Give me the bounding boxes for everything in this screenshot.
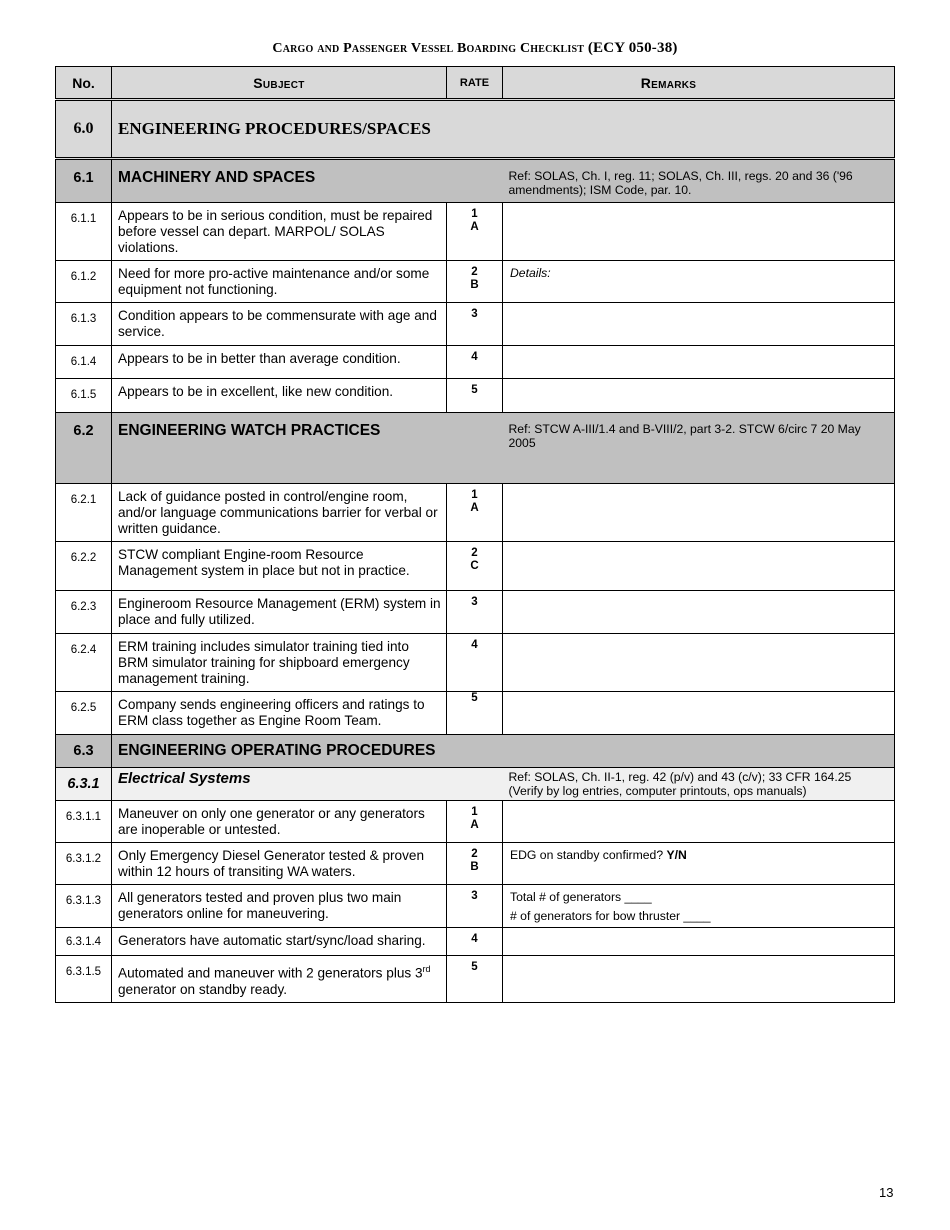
page-number: 13 [879, 1185, 894, 1200]
item-number: 6.3.1.5 [56, 956, 112, 1003]
bow-thruster-generators-field: # of generators for bow thruster ____ [510, 909, 711, 923]
section-row-6-2 [56, 413, 895, 484]
table-row [56, 346, 895, 379]
item-number: 6.3.1.2 [56, 843, 112, 885]
item-subject: STCW compliant Engine-room Resource Management system in place but not in practice. [112, 542, 447, 591]
item-remarks [503, 203, 895, 261]
section-row-6-1 [56, 159, 895, 203]
item-number: 6.2.4 [56, 634, 112, 692]
section-row-6-3 [56, 735, 895, 768]
table-row [56, 843, 895, 885]
item-subject: Engineroom Resource Management (ERM) system in place and fully utilized. [112, 591, 447, 634]
item-rate: 5 [447, 692, 503, 735]
table-header-row [56, 67, 895, 100]
document-title [0, 40, 950, 57]
item-rate: 2 C [447, 542, 503, 591]
table-row [56, 956, 895, 1003]
section-number: 6.3 [56, 735, 112, 768]
header-rate: RATE [447, 67, 503, 100]
header-subject: Subject [112, 67, 447, 100]
item-subject: Maneuver on only one generator or any generators are inoperable or untested. [112, 801, 447, 843]
item-remarks [503, 885, 895, 928]
item-rate: 3 [447, 885, 503, 928]
item-rate: 5 [447, 956, 503, 1003]
section-reference: Ref: STCW A-III/1.4 and B-VIII/2, part 3-2. STCW 6/circ 7 20 May 2005 [503, 413, 895, 484]
table-row [56, 484, 895, 542]
section-title: ENGINEERING PROCEDURES/SPACES [112, 100, 895, 159]
item-subject: Appears to be in better than average condition. [112, 346, 447, 379]
item-number: 6.2.3 [56, 591, 112, 634]
item-remarks [503, 303, 895, 346]
item-subject: Company sends engineering officers and ratings to ERM class together as Engine Room Team. [112, 692, 447, 735]
section-title: MACHINERY AND SPACES [112, 159, 503, 203]
item-number: 6.1.4 [56, 346, 112, 379]
item-number: 6.1.2 [56, 261, 112, 303]
item-number: 6.2.5 [56, 692, 112, 735]
item-remarks [503, 692, 895, 735]
item-subject: Lack of guidance posted in control/engine room, and/or language communications barrier for verbal or written guidance. [112, 484, 447, 542]
table-row [56, 303, 895, 346]
table-row [56, 542, 895, 591]
table-row [56, 801, 895, 843]
item-subject: ERM training includes simulator training tied into BRM simulator training for shipboard emergency management training. [112, 634, 447, 692]
subsection-reference: Ref: SOLAS, Ch. II-1, reg. 42 (p/v) and 43 (c/v); 33 CFR 164.25 (Verify by log entries, computer printouts, ops manuals) [503, 768, 895, 801]
edg-standby-label: EDG on standby confirmed? [510, 848, 664, 862]
item-remarks [503, 928, 895, 956]
item-rate: 4 [447, 346, 503, 379]
section-row-6-0 [56, 100, 895, 159]
item-remarks: Details: [503, 261, 895, 303]
item-number: 6.1.1 [56, 203, 112, 261]
item-subject: Only Emergency Diesel Generator tested & proven within 12 hours of transiting WA waters. [112, 843, 447, 885]
item-remarks [503, 801, 895, 843]
section-title: ENGINEERING OPERATING PROCEDURES [112, 735, 895, 768]
item-rate: 5 [447, 379, 503, 413]
section-number: 6.2 [56, 413, 112, 484]
item-rate: 1 A [447, 484, 503, 542]
item-number: 6.3.1.4 [56, 928, 112, 956]
subsection-title: Electrical Systems [112, 768, 503, 801]
checklist-table [55, 66, 895, 1003]
yes-no-option: Y/N [666, 848, 687, 862]
table-row [56, 261, 895, 303]
item-remarks [503, 484, 895, 542]
item-number: 6.2.1 [56, 484, 112, 542]
table-row [56, 692, 895, 735]
item-number: 6.3.1.3 [56, 885, 112, 928]
document-code: (ECY 050-38) [587, 40, 678, 56]
item-rate: 1 A [447, 801, 503, 843]
document-title-text: Cargo and Passenger Vessel Boarding Checklist [272, 41, 585, 56]
item-subject: Automated and maneuver with 2 generators plus 3rd generator on standby ready. [112, 956, 447, 1003]
section-title: ENGINEERING WATCH PRACTICES [112, 413, 503, 484]
item-subject: Generators have automatic start/sync/load sharing. [112, 928, 447, 956]
subsection-row-6-3-1 [56, 768, 895, 801]
item-number: 6.3.1.1 [56, 801, 112, 843]
table-row [56, 591, 895, 634]
item-remarks [503, 843, 895, 885]
item-subject: Condition appears to be commensurate with age and service. [112, 303, 447, 346]
item-number: 6.1.5 [56, 379, 112, 413]
table-row [56, 885, 895, 928]
item-subject: Appears to be in serious condition, must be repaired before vessel can depart. MARPOL/ SOLAS violations. [112, 203, 447, 261]
item-rate: 2 B [447, 261, 503, 303]
item-remarks [503, 346, 895, 379]
item-subject: All generators tested and proven plus two main generators online for maneuvering. [112, 885, 447, 928]
item-remarks [503, 542, 895, 591]
header-no: No. [56, 67, 112, 100]
table-row [56, 203, 895, 261]
item-rate: 1 A [447, 203, 503, 261]
section-reference: Ref: SOLAS, Ch. I, reg. 11; SOLAS, Ch. III, regs. 20 and 36 ('96 amendments); ISM Code, par. 10. [503, 159, 895, 203]
item-number: 6.1.3 [56, 303, 112, 346]
table-row [56, 379, 895, 413]
total-generators-field: Total # of generators ____ [510, 890, 652, 904]
item-rate: 3 [447, 591, 503, 634]
item-number: 6.2.2 [56, 542, 112, 591]
table-row [56, 928, 895, 956]
subsection-number: 6.3.1 [56, 768, 112, 801]
item-subject: Need for more pro-active maintenance and/or some equipment not functioning. [112, 261, 447, 303]
header-remarks: Remarks [503, 67, 895, 100]
item-remarks [503, 634, 895, 692]
table-row [56, 634, 895, 692]
item-rate: 4 [447, 928, 503, 956]
item-remarks [503, 956, 895, 1003]
section-number: 6.0 [56, 100, 112, 159]
item-remarks [503, 379, 895, 413]
item-rate: 2 B [447, 843, 503, 885]
item-remarks [503, 591, 895, 634]
item-rate: 4 [447, 634, 503, 692]
section-number: 6.1 [56, 159, 112, 203]
item-rate: 3 [447, 303, 503, 346]
item-subject: Appears to be in excellent, like new condition. [112, 379, 447, 413]
